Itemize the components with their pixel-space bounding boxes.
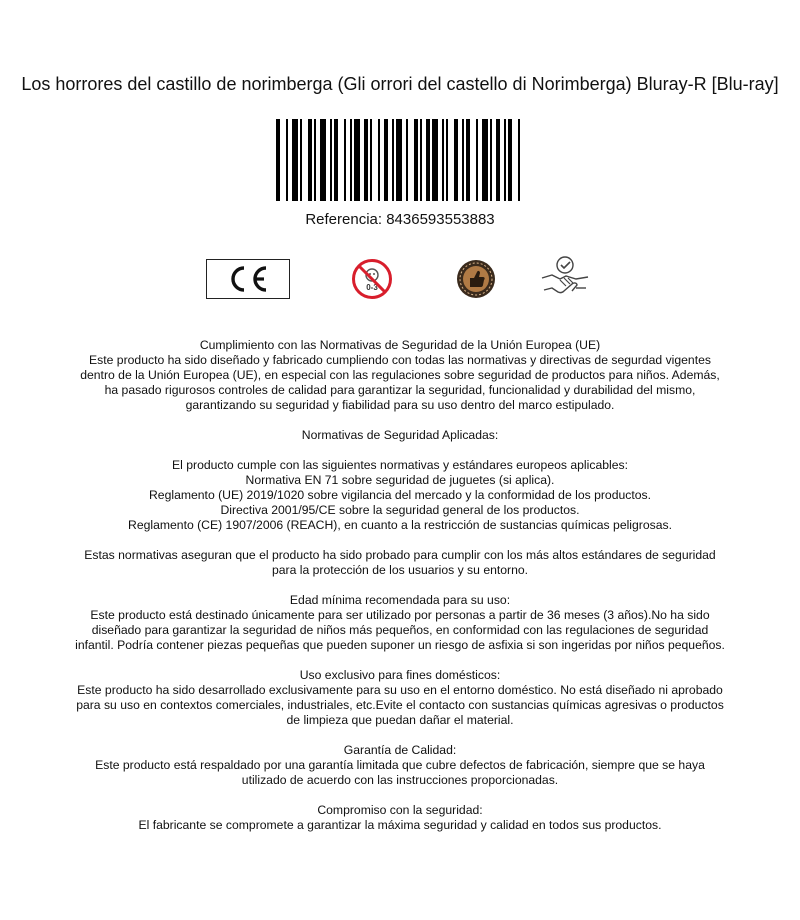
certification-icons xyxy=(0,252,800,304)
barcode-bar xyxy=(276,119,280,201)
applied-standards-section xyxy=(72,428,728,443)
barcode-bar xyxy=(406,119,408,201)
barcode-bar xyxy=(350,119,352,201)
standard-item: Normativa EN 71 sobre seguridad de juguetes (si aplica). xyxy=(245,473,555,487)
reference-number: Referencia: 8436593553883 xyxy=(305,211,495,228)
assurance-section xyxy=(72,548,728,578)
compliance-text: Este producto ha sido diseñado y fabricado cumpliendo con todas las normativas y directivas de segurdad vigentes dentro de la Unión Europea (UE), en especial con las regulaciones sobre seguridad de productos para niños. Además, ha pasado rigurosos controles de calidad para garantizar la seguridad, funcionalidad y durabilidad del mismo, garantizando su seguridad y fiabilidad para su uso dentro del marco estipulado. xyxy=(80,353,720,412)
barcode-bar xyxy=(308,119,312,201)
age-section xyxy=(72,593,728,653)
barcode-bar xyxy=(442,119,444,201)
barcode-bar xyxy=(420,119,422,201)
barcode-bar xyxy=(508,119,512,201)
age-heading: Edad mínima recomendada para su uso: xyxy=(289,593,511,607)
commitment-heading: Compromiso con la seguridad: xyxy=(317,803,483,817)
barcode-bar xyxy=(314,119,316,201)
barcode-bar xyxy=(482,119,488,201)
barcode-bar xyxy=(364,119,368,201)
barcode-bar xyxy=(504,119,506,201)
barcode-bar xyxy=(344,119,346,201)
age-warning-label: 0-3 xyxy=(366,283,378,292)
barcode-bar xyxy=(292,119,298,201)
warranty-text: Este producto está respaldado por una garantía limitada que cubre defectos de fabricación, siempre que se haya utilizado de acuerdo con las instrucciones proporcionadas. xyxy=(95,758,705,787)
commitment-section xyxy=(72,803,728,833)
compliance-section xyxy=(72,338,728,413)
barcode-bar xyxy=(454,119,458,201)
assurance-text: Estas normativas aseguran que el producto ha sido probado para cumplir con los más altos estándares de seguridad para la protección de los usuarios y su entorno. xyxy=(84,548,716,577)
barcode-bar xyxy=(354,119,360,201)
standards-intro: El producto cumple con las siguientes normativas y estándares europeos aplicables: xyxy=(172,458,628,472)
age-text: Este producto está destinado únicamente para ser utilizado por personas a partir de 36 meses (3 años).No ha sido diseñado para garantizar la seguridad de niños más pequeños, en conformidad con las regulaciones de seguridad infantil. Podría contener piezas pequeñas que pueden suponer un riesgo de asfixia si son ingeridas por niños pequeños. xyxy=(75,608,725,652)
quality-seal-icon xyxy=(455,258,497,300)
product-title: Los horrores del castillo de norimberga (Gli orrori del castello di Norimberga) Bluray-R [Blu-ray] xyxy=(21,74,779,94)
warranty-section xyxy=(72,743,728,788)
standards-list-section xyxy=(72,458,728,533)
barcode-bar xyxy=(462,119,464,201)
barcode-bar xyxy=(396,119,402,201)
standard-item: Reglamento (UE) 2019/1020 sobre vigilancia del mercado y la conformidad de los productos. xyxy=(149,488,651,502)
ce-mark-icon xyxy=(206,259,290,299)
barcode-bar xyxy=(370,119,372,201)
barcode-bar xyxy=(518,119,520,201)
barcode-bar xyxy=(432,119,438,201)
barcode-bar xyxy=(286,119,288,201)
barcode-bar xyxy=(496,119,500,201)
barcode-image xyxy=(276,119,524,201)
standard-item: Reglamento (CE) 1907/2006 (REACH), en cuanto a la restricción de sustancias químicas peligrosas. xyxy=(128,518,672,532)
barcode-bar xyxy=(426,119,430,201)
standard-item: Directiva 2001/95/CE sobre la seguridad general de los productos. xyxy=(220,503,580,517)
domestic-use-section xyxy=(72,668,728,728)
safety-information xyxy=(72,338,728,848)
barcode-bar xyxy=(414,119,418,201)
handshake-icon xyxy=(540,254,590,298)
barcode-bar xyxy=(384,119,388,201)
barcode-bar xyxy=(490,119,492,201)
age-warning-0-3-icon xyxy=(351,258,393,300)
compliance-heading: Cumplimiento con las Normativas de Seguridad de la Unión Europea (UE) xyxy=(199,338,601,352)
barcode-bar xyxy=(392,119,394,201)
applied-standards-heading: Normativas de Seguridad Aplicadas: xyxy=(301,428,499,442)
barcode-bar xyxy=(334,119,338,201)
barcode-bar xyxy=(446,119,448,201)
domestic-use-text: Este producto ha sido desarrollado exclusivamente para su uso en el entorno doméstico. No está diseñado ni aprobado para su uso en contextos comerciales, industriales, etc.Evite el contacto con sustancias químicas agresivas o productos de limpieza que puedan dañar el material. xyxy=(76,683,724,727)
barcode-bar xyxy=(320,119,326,201)
barcode-bar xyxy=(476,119,478,201)
barcode-bar xyxy=(330,119,332,201)
domestic-use-heading: Uso exclusivo para fines domésticos: xyxy=(299,668,501,682)
barcode-bar xyxy=(300,119,302,201)
warranty-heading: Garantía de Calidad: xyxy=(343,743,457,757)
commitment-text: El fabricante se compromete a garantizar la máxima seguridad y calidad en todos sus productos. xyxy=(138,818,662,832)
barcode-bars xyxy=(276,119,524,201)
barcode-bar xyxy=(466,119,470,201)
barcode-bar xyxy=(378,119,380,201)
